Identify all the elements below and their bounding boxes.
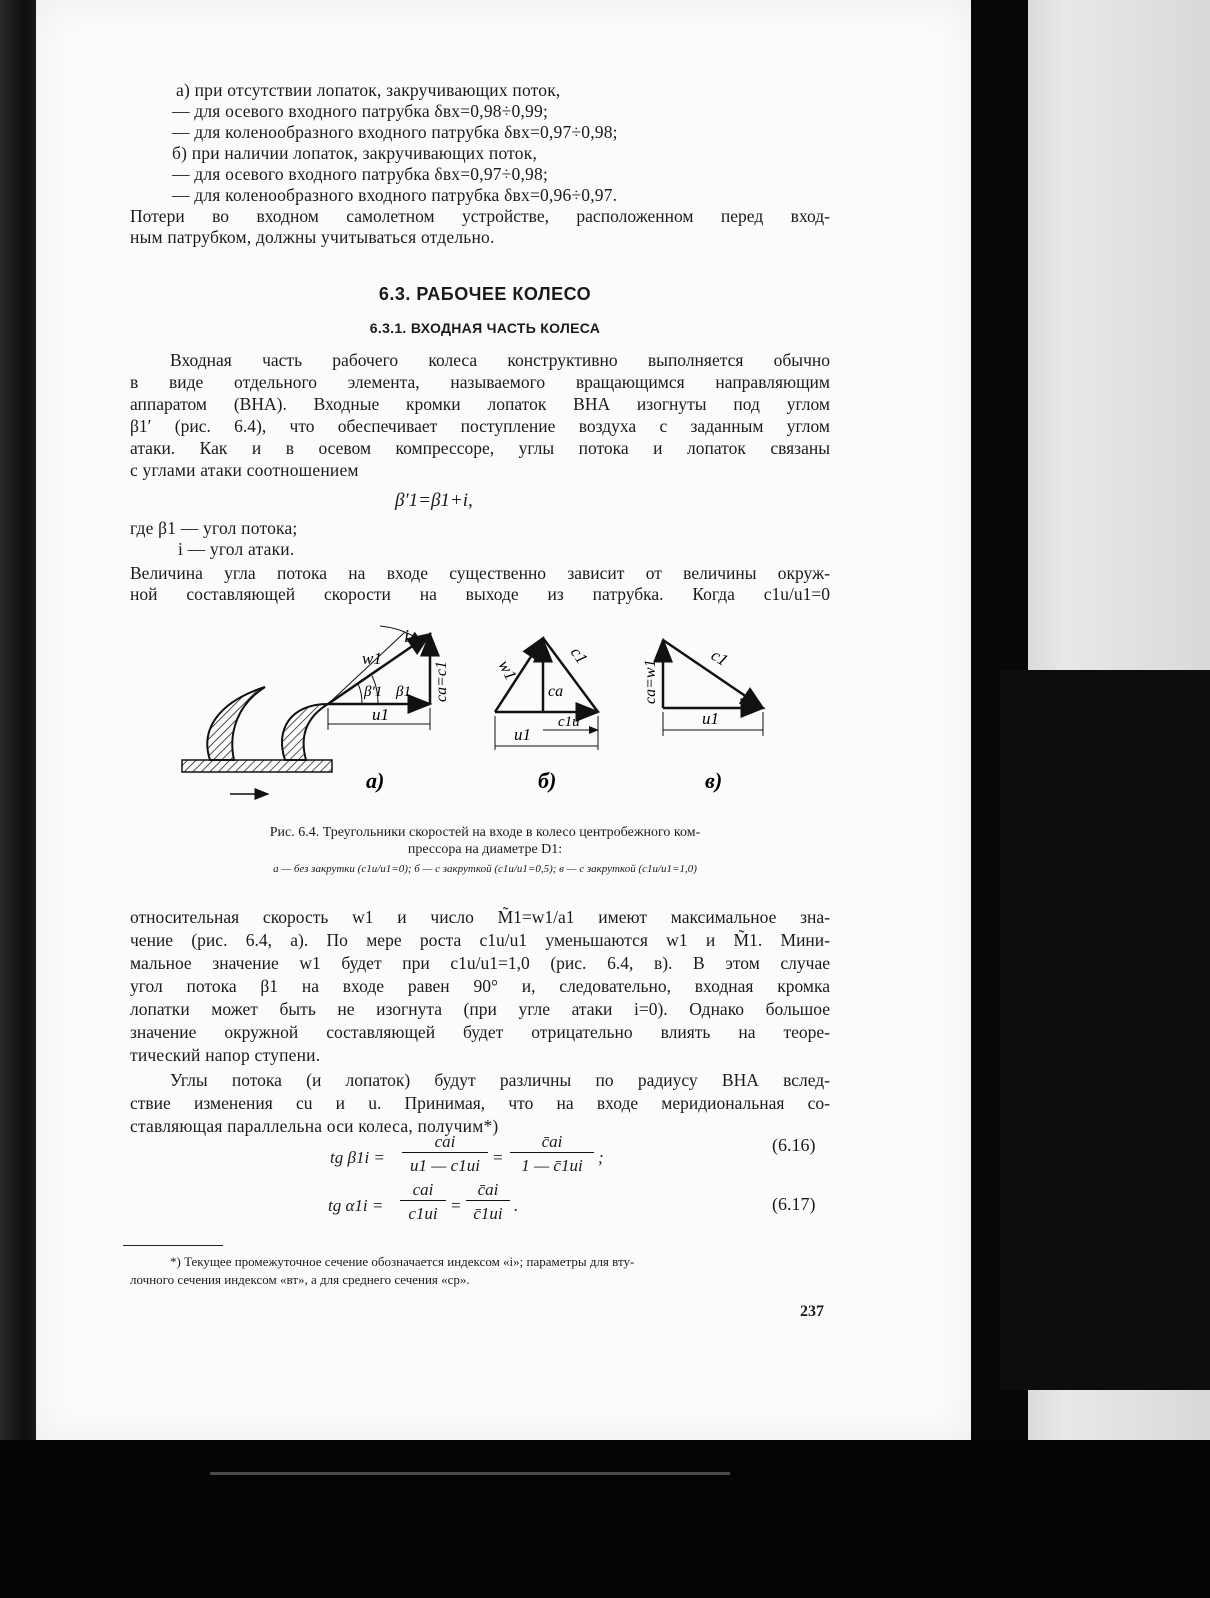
losses-line: Потери во входном самолетном устройстве, расположенном перед вход- bbox=[130, 206, 830, 226]
eq17-tail: . bbox=[514, 1196, 519, 1215]
para3-line: чение (рис. 6.4, а). По мере роста c1u/u1 уменьшаются w1 и M̃1. Мини- bbox=[130, 930, 830, 950]
label-c1u-b: c1u bbox=[558, 714, 580, 730]
para3-line: лопатки может быть не изогнута (при угле атаки i=0). Однако большое bbox=[130, 999, 830, 1019]
para1-line: атаки. Как и в осевом компрессоре, углы потока и лопаток связаны bbox=[130, 438, 830, 458]
page-number: 237 bbox=[800, 1303, 824, 1320]
eq17-num2: c̄ai bbox=[466, 1180, 510, 1201]
losses-line: ным патрубком, должны учитываться отдельно. bbox=[130, 227, 495, 247]
label-u1-a: u1 bbox=[372, 705, 389, 724]
intro-line: — для коленообразного входного патрубка δвх=0,96÷0,97. bbox=[172, 185, 618, 205]
para1-line: β1′ (рис. 6.4), что обеспечивает поступление воздуха с заданным углом bbox=[130, 416, 830, 436]
label-c1-c: c1 bbox=[707, 645, 732, 670]
blade-sketch bbox=[182, 687, 332, 794]
label-ca-b: ca bbox=[548, 683, 564, 700]
figure-letter-c: в) bbox=[705, 768, 723, 793]
para1-line: в виде отдельного элемента, называемого вращающимся направляющим bbox=[130, 372, 830, 392]
eq16-tail: ; bbox=[598, 1148, 604, 1167]
where-line: i — угол атаки. bbox=[178, 539, 295, 559]
equation-6-17: tg α1i = cai c1ui = c̄ai c̄1ui . bbox=[328, 1180, 519, 1223]
eq16-den1: u1 — c1ui bbox=[410, 1156, 480, 1175]
para3-line: значение окружной составляющей будет отрицательно влиять на теоре- bbox=[130, 1022, 830, 1042]
figure-caption-line: прессора на диаметре D1: bbox=[407, 842, 563, 857]
eq16-num2: c̄ai bbox=[510, 1132, 594, 1153]
figure-caption-line: Рис. 6.4. Треугольники скоростей на входе в колесо центробежного ком- bbox=[269, 825, 701, 840]
intro-line: б) при наличии лопаток, закручивающих поток, bbox=[172, 143, 538, 163]
eq16-den2: 1 — c̄1ui bbox=[521, 1156, 583, 1175]
label-c1-b: c1 bbox=[566, 643, 592, 668]
label-i: i bbox=[404, 626, 410, 646]
para3-line: относительная скорость w1 и число M̃1=w1/a1 имеют максимальное зна- bbox=[130, 907, 830, 927]
eq16-num1: cai bbox=[402, 1132, 488, 1153]
intro-line: — для осевого входного патрубка δвх=0,97÷0,98; bbox=[172, 164, 549, 184]
eq17-num1: cai bbox=[400, 1180, 446, 1201]
eq17-lhs: tg α1i = bbox=[328, 1196, 384, 1215]
eq16-lhs: tg β1i = bbox=[330, 1148, 385, 1167]
equation-number: (6.17) bbox=[772, 1194, 816, 1214]
label-w1-b: w1 bbox=[494, 656, 521, 684]
para3-line: угол потока β1 на входе равен 90° и, следовательно, входная кромка bbox=[130, 976, 830, 996]
footnote-line: лочного сечения индексом «вт», а для среднего сечения «ср». bbox=[130, 1272, 470, 1287]
footnote-rule bbox=[123, 1245, 223, 1246]
label-ca-c1: ca=c1 bbox=[433, 661, 450, 702]
where-line: где β1 — угол потока; bbox=[130, 518, 298, 538]
para3-line: тический напор ступени. bbox=[130, 1045, 321, 1065]
label-beta1p: β′1 bbox=[364, 684, 383, 700]
label-u1-b: u1 bbox=[514, 725, 531, 744]
subsection-title: 6.3.1. ВХОДНАЯ ЧАСТЬ КОЛЕСА bbox=[369, 320, 601, 336]
para4-line: Углы потока (и лопаток) будут различны по радиусу ВНА вслед- bbox=[170, 1070, 830, 1090]
section-title: 6.3. РАБОЧЕЕ КОЛЕСО bbox=[378, 284, 592, 304]
intro-line: — для коленообразного входного патрубка δвх=0,97÷0,98; bbox=[172, 122, 618, 142]
para1-line: с углами атаки соотношением bbox=[130, 460, 359, 480]
para2-line: Величина угла потока на входе существенно зависит от величины окруж- bbox=[130, 563, 830, 583]
para1-line: аппаратом (ВНА). Входные кромки лопаток ВНА изогнуты под углом bbox=[130, 394, 830, 414]
label-beta1: β1 bbox=[396, 684, 411, 700]
angle-relation-formula: β′1=β1+i, bbox=[395, 490, 473, 511]
para2-line: ной составляющей скорости на выходе из патрубка. Когда c1u/u1=0 bbox=[130, 584, 830, 604]
equation-6-16: tg β1i = cai u1 — c1ui = c̄ai 1 — c̄1ui ; bbox=[330, 1132, 604, 1175]
para3-line: мальное значение w1 будет при c1u/u1=1,0 (рис. 6.4, в). В этом случае bbox=[130, 953, 830, 973]
para4-line: ставляющая параллельна оси колеса, получим*) bbox=[130, 1116, 499, 1136]
eq17-den1: c1ui bbox=[408, 1204, 438, 1223]
velocity-triangles-figure bbox=[140, 612, 820, 812]
figure-letter-b: б) bbox=[538, 768, 557, 793]
intro-line: — для осевого входного патрубка δвх=0,98÷0,99; bbox=[172, 101, 549, 121]
label-u1-c: u1 bbox=[702, 709, 719, 728]
label-ca-w1-c: ca=w1 bbox=[642, 659, 659, 704]
footnote-line: *) Текущее промежуточное сечение обозначается индексом «i»; параметры для вту- bbox=[170, 1254, 635, 1269]
figure-caption-legend: а — без закрутки (c1u/u1=0); б — с закруткой (c1u/u1=0,5); в — с закруткой (c1u/u1=1,0) bbox=[273, 863, 697, 875]
intro-line: а) при отсутствии лопаток, закручивающих поток, bbox=[176, 80, 561, 100]
equation-number: (6.16) bbox=[772, 1135, 816, 1155]
figure-letter-a: а) bbox=[366, 768, 385, 793]
para4-line: ствие изменения cu и u. Принимая, что на входе меридиональная со- bbox=[130, 1093, 830, 1113]
eq17-den2: c̄1ui bbox=[473, 1204, 503, 1223]
label-w1-a: w1 bbox=[362, 649, 382, 668]
para1-line: Входная часть рабочего колеса конструктивно выполняется обычно bbox=[170, 350, 830, 370]
